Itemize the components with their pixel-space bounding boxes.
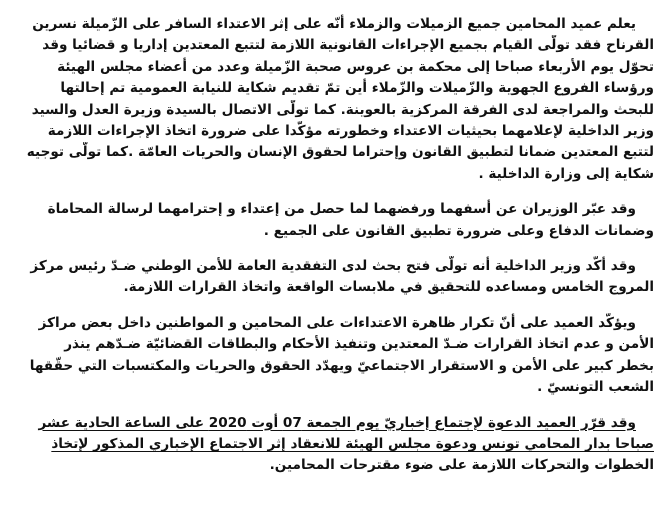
paragraph-1-line-4: ورؤساء الفروع الجهوية والزّميلات والزّملاء أين تمّ تقديم شكاية للنيابة العمومية تم إحالتها — [60, 80, 654, 97]
paragraph-2-line-1: وقد عبّر الوزيران عن أسفهما ورفضهما لما حصل من إعتداء و إحترامهما لرسالة المحاماة — [47, 201, 636, 218]
paragraph-1-line-1: يعلم عميد المحامين جميع الزميلات والزملاء أنّه على إثر الاعتداء السافر على الزّميلة نسرين — [32, 16, 636, 32]
paragraph-1-line-8: شكاية إلى وزارة الداخلية . — [478, 165, 654, 182]
paragraph-5-line-3: الخطوات والتحركات اللازمة على ضوء مقترحات المحامين. — [269, 457, 654, 474]
paragraph-1-line-6: وزير الداخلية لإعلامهما بحيثيات الاعتداء وخطورته مؤكّدا على ضرورة اتخاذ الإجراءات اللازمة — [47, 123, 654, 140]
paragraph-3-line-1: وقد أكّد وزير الداخلية أنه تولّى فتح بحث لدى التفقدية العامة للأمن الوطني ضـدّ رئيس مركز — [30, 258, 636, 275]
paragraph-4-line-1: ويؤكّد العميد على أنّ تكرار ظاهرة الاعتداءات على المحامين و المواطنين داخل بعض مراكز — [38, 314, 636, 331]
paragraph-3 — [18, 256, 654, 299]
paragraph-4-line-4: الشعب التونسيّ . — [537, 379, 654, 396]
paragraph-1-line-3: تحوّل يوم الأربعاء صباحا إلى محكمة بن عروس صحبة الزّميلة وعدد من أعضاء مجلس الهيئة — [57, 58, 654, 75]
paragraph-4-line-2: الأمن و عدم اتخاذ القرارات ضـدّ المعتدين وتنفيذ الأحكام والبطاقات القضائيّة ضـدّهم ينذر — [64, 336, 654, 353]
paragraph-3-line-2: المروج الخامس ومساعده للتحقيق في ملابسات الواقعة واتخاذ القرارات اللازمة. — [123, 279, 654, 296]
paragraph-1-line-5: للبحث والمراجعة لدى الفرقة المركزية بالعوينة. كما تولّى الاتصال بالسيدة وزيرة العدل والسيد — [31, 101, 654, 118]
paragraph-1-line-7: لتتبع المعتدين ضمانا لتطبيق القانون وإحتراما لحقوق الإنسان والحريات العامّة .كما تولّى توجيه — [26, 144, 654, 161]
paragraph-5-line-2: صباحا بدار المحامي تونس ودعوة مجلس الهيئة للانعقاد إثر الاجتماع الإخباري المذكور لإتخاذ — [51, 435, 654, 452]
document-body — [18, 14, 654, 477]
paragraph-1 — [18, 14, 654, 185]
paragraph-4-line-3: بخطر كبير على الأمن و الاستقرار الاجتماعيّ ويهدّد الحقوق والحريات والمكتسبات التي حقّقها — [29, 357, 654, 374]
paragraph-5 — [18, 413, 654, 477]
paragraph-2 — [18, 199, 654, 242]
paragraph-5-line-1: وقد قرّر العميد الدعوة لإجتماع إخباريّ يوم الجمعة 07 أوت 2020 على الساعة الحادية عشر — [38, 414, 636, 431]
paragraph-4 — [18, 313, 654, 399]
paragraph-1-line-2: القرناح فقد تولّى القيام بجميع الإجراءات القانونية اللازمة لتتبع المعتدين إداريا و قضائيا وقد — [42, 37, 654, 54]
paragraph-2-line-2: وضمانات الدفاع وعلى ضرورة تطبيق القانون على الجميع . — [263, 222, 654, 239]
